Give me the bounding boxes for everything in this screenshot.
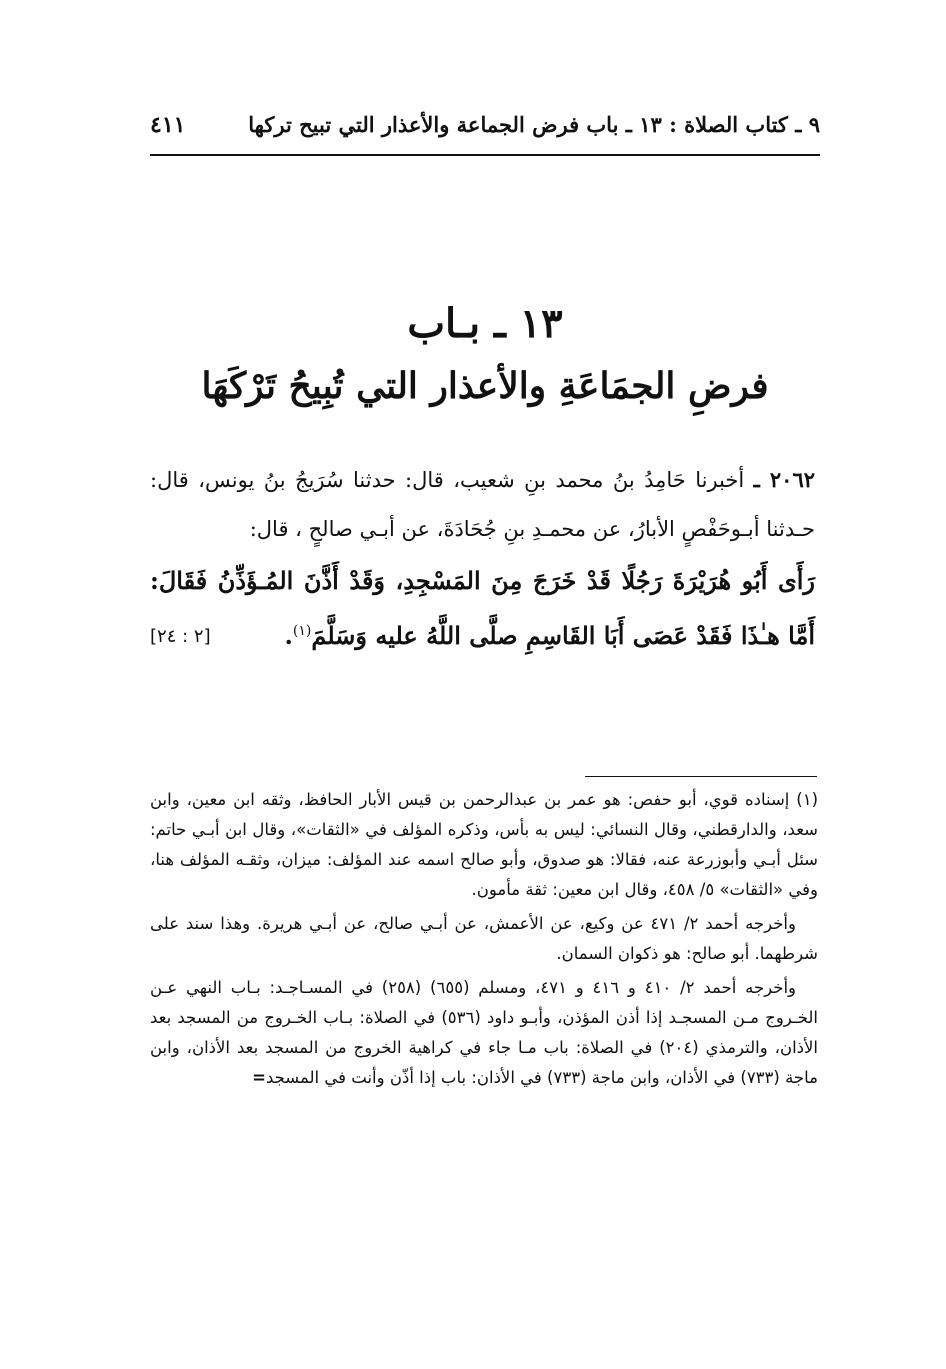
footnote-paragraph-3-wrap: [150, 973, 818, 1093]
source-citation: [٢ : ٢٤]: [150, 626, 211, 647]
footnote-paragraph-2: وأخرجه أحمد ٢/ ٤٧١ عن وكيع، عن الأعمش، عن أبـي صالح، عن أبـي هريرة. وهذا سند على شرطهما. أبو صالح: هو ذكوان السمان.: [150, 914, 818, 963]
hadith-number: ٢٠٦٢ ـ: [753, 467, 816, 492]
matn-end-mark: .: [284, 621, 293, 650]
header-rule: [150, 154, 820, 156]
footnote-separator: [585, 776, 817, 777]
hadith-block: [150, 455, 815, 662]
hadith-isnad: [150, 455, 815, 554]
footnote-1: [150, 785, 818, 905]
footnotes: [150, 785, 818, 1093]
running-header: [150, 112, 820, 148]
page-number: ٤١١: [150, 112, 186, 138]
footnote-marker: (١): [796, 790, 818, 809]
chapter-number: ١٣ ـ بـاب: [407, 300, 563, 347]
footnote-reference[interactable]: (١): [292, 623, 312, 639]
continuation-mark: =: [252, 1068, 266, 1087]
footnote-paragraph-1: إسناده قوي، أبو حفص: هو عمر بن عبدالرحمن بن قيس الأبار الحافظ، وثقه ابن معين، وابن سعد، والدارقطني، وقال النسائي: ليس به بأس، وذكره المؤلف في «الثقات»، وقال ابن أبـي حاتم: سئل أبـي وأبوزرعة عنه، فقالا: هو صدوق، وأبو صالح اسمه عند المؤلف: ميزان، وثقـه المؤلف هنا، وفي «الثقات» ٥/ ٤٥٨، وقال ابن معين: ثقة مأمون.: [150, 790, 818, 899]
matn-text: رَأَى أَبُو هُرَيْرَةَ رَجُلًا قَدْ خَرَجَ مِنَ المَسْجِدِ، وَقَدْ أَذَّنَ المُـؤَذِّنُ فَقَالَ: أَمَّا هـٰذَا فَقَدْ عَصَى أَبَا القَاسِمِ صلَّى اللَّهُ عليه وَسَلَّمَ: [150, 566, 815, 650]
running-title: ٩ ـ كتاب الصلاة : ١٣ ـ باب فرض الجماعة والأعذار التي تبيح تركها: [248, 112, 820, 137]
hadith-matn: [150, 556, 815, 661]
footnote-paragraph-3: وأخرجه أحمد ٢/ ٤١٠ و ٤١٦ و ٤٧١، ومسلم (٦٥٥) (٢٥٨) في المسـاجـد: بـاب النهي عـن الخـروج مـن المسجـد إذا أذن المؤذن، وأبـو داود (٥٣٦) في الصلاة: بـاب الخـروج من المسجد بعد الأذان، والترمذي (٢٠٤) في الصلاة: باب مـا جاء في كراهية الخروج من المسجد بعد الأذان، وابن ماجة (٧٣٣) في الأذان، وابن ماجة (٧٣٣) في الأذان: باب إذا أذّن وأنت في المسجد: [150, 978, 818, 1087]
isnad-text: أخبرنا حَامِدُ بنُ محمد بنِ شعيب، قال: حدثنا سُرَيجُ بنُ يونس، قال: حـدثنا أبـوحَفْصٍ الأبارُ، عن محمـدِ بنِ جُحَادَةَ، عن أبـي صالحٍ ، قال:: [150, 468, 815, 541]
chapter-title: فرضِ الجمَاعَةِ والأعذار التي تُبِيحُ تَرْكَهَا: [201, 365, 769, 407]
